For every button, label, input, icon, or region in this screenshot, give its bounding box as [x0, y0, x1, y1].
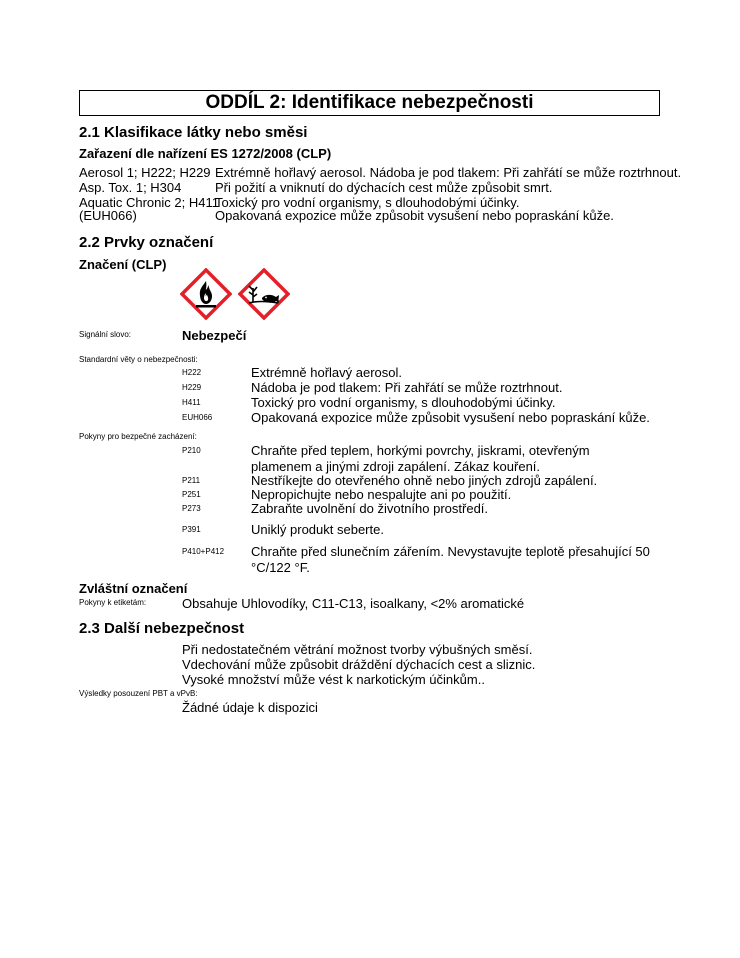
precaution-code: P391	[182, 525, 201, 534]
precaution-text: Nestříkejte do otevřeného ohně nebo jiných zdrojů zapálení.	[251, 473, 598, 488]
classification-text: Toxický pro vodní organismy, s dlouhodobými účinky.	[215, 195, 520, 210]
classification-text: Při požití a vniknutí do dýchacích cest může způsobit smrt.	[215, 180, 553, 195]
heading-2-3: 2.3 Další nebezpečnost	[79, 620, 245, 637]
classification-code: Asp. Tox. 1; H304	[79, 180, 182, 195]
flame-pictogram-icon	[180, 268, 232, 320]
precaution-text: Nepropichujte nebo nespalujte ani po použití.	[251, 487, 512, 502]
precaution-text: Chraňte před teplem, horkými povrchy, jiskrami, otevřeným plamenem a jinými zdroji zapálení. Zákaz kouření.	[251, 443, 590, 474]
hazard-statements-label: Standardní věty o nebezpečnosti:	[79, 355, 198, 364]
label-notes-text: Obsahuje Uhlovodíky, C11-C13, isoalkany, <2% aromatické	[182, 596, 525, 611]
hazard-text: Nádoba je pod tlakem: Při zahřátí se může roztrhnout.	[251, 380, 563, 395]
precaution-code: P410+P412	[182, 547, 225, 556]
pbt-assessment-label: Výsledky posouzení PBT a vPvB:	[79, 689, 198, 698]
precaution-code: P211	[182, 476, 201, 485]
hazard-code: H222	[182, 368, 202, 377]
environment-pictogram-icon	[238, 268, 290, 320]
hazard-code: EUH066	[182, 413, 213, 422]
precaution-text: Uniklý produkt seberte.	[251, 522, 384, 537]
other-hazard-line: Vysoké množství může vést k narkotickým účinkům..	[182, 672, 485, 687]
precaution-code: P273	[182, 504, 201, 513]
precaution-code: P210	[182, 446, 201, 455]
classification-code: Aerosol 1; H222; H229	[79, 165, 211, 180]
hazard-code: H229	[182, 383, 202, 392]
precaution-text: Zabraňte uvolnění do životního prostředí.	[251, 501, 489, 516]
precautionary-statements-label: Pokyny pro bezpečné zacházení:	[79, 432, 197, 441]
signal-word-label: Signální slovo:	[79, 330, 132, 339]
other-hazard-line: Vdechování může způsobit dráždění dýchacích cest a sliznic.	[182, 657, 536, 672]
special-labelling-heading: Zvláštní označení	[79, 581, 188, 596]
classification-code: Aquatic Chronic 2; H411	[79, 195, 219, 210]
label-notes-label: Pokyny k etiketám:	[79, 598, 147, 607]
classification-text: Extrémně hořlavý aerosol. Nádoba je pod tlakem: Při zahřátí se může roztrhnout.	[215, 165, 682, 180]
subheading-clp-labelling: Značení (CLP)	[79, 257, 167, 272]
section-title: ODDÍL 2: Identifikace nebezpečnosti	[79, 90, 660, 116]
signal-word: Nebezpečí	[182, 328, 247, 343]
classification-code: (EUH066)	[79, 208, 137, 223]
precaution-code: P251	[182, 490, 201, 499]
heading-2-2: 2.2 Prvky označení	[79, 234, 214, 251]
subheading-clp-classification: Zařazení dle nařízení ES 1272/2008 (CLP)	[79, 146, 332, 161]
heading-2-1: 2.1 Klasifikace látky nebo směsi	[79, 124, 308, 141]
hazard-text: Extrémně hořlavý aerosol.	[251, 365, 403, 380]
classification-text: Opakovaná expozice může způsobit vysušení nebo popraskání kůže.	[215, 208, 614, 223]
hazard-text: Opakovaná expozice může způsobit vysušení nebo popraskání kůže.	[251, 410, 650, 425]
hazard-code: H411	[182, 398, 201, 407]
pbt-assessment-value: Žádné údaje k dispozici	[182, 700, 318, 715]
precaution-text: Chraňte před slunečním zářením. Nevystavujte teplotě přesahující 50 °C/122 °F.	[251, 544, 650, 575]
other-hazard-line: Při nedostatečném větrání možnost tvorby výbušných směsí.	[182, 642, 533, 657]
hazard-text: Toxický pro vodní organismy, s dlouhodobými účinky.	[251, 395, 556, 410]
